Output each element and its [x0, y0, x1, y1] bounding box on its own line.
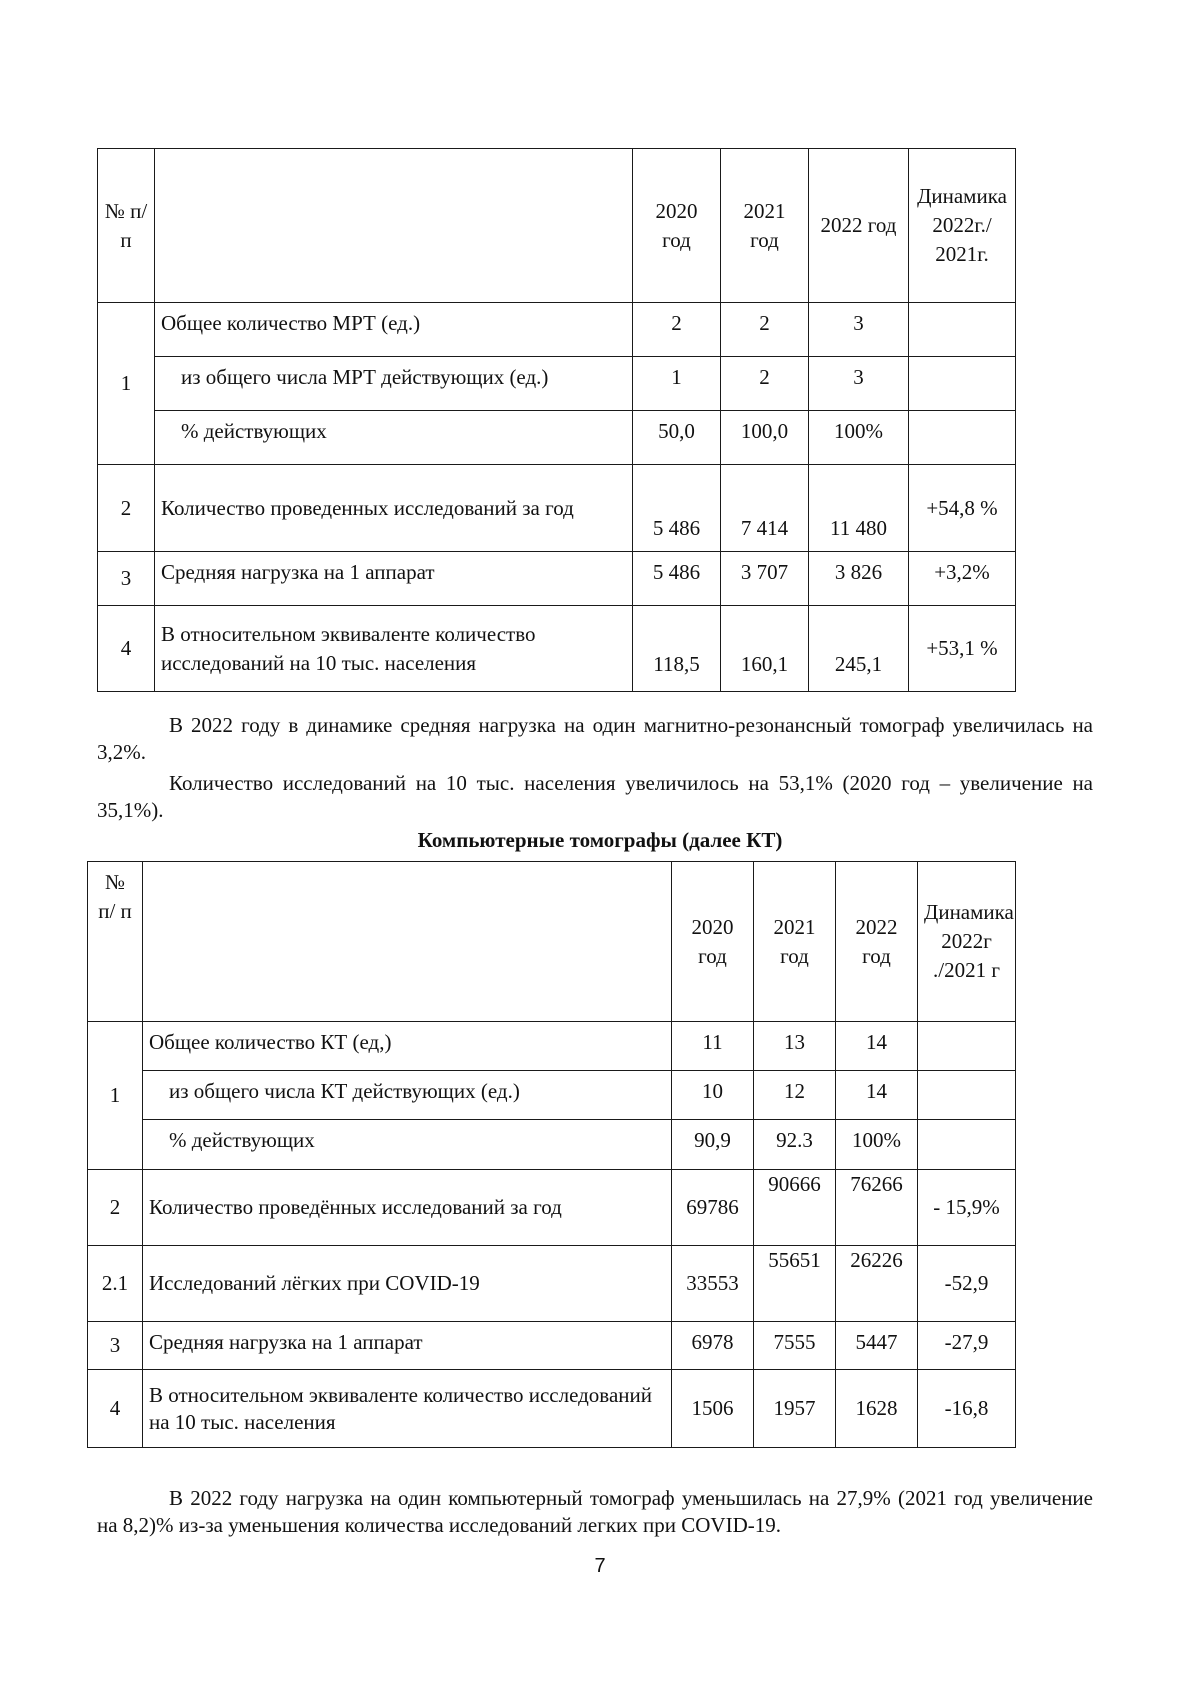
- kt-table: [87, 861, 1016, 1448]
- cell-2021: 55651: [754, 1246, 836, 1322]
- row-num: 1: [88, 1022, 143, 1170]
- header-2022: 2022 год: [836, 862, 918, 1022]
- table-row: [88, 1120, 1016, 1170]
- cell-2020: 5 486: [633, 465, 721, 552]
- row-label: Общее количество МРТ (ед.): [155, 303, 633, 357]
- cell-2022: 76266: [836, 1170, 918, 1246]
- row-label: В относительном эквиваленте количество исследований на 10 тыс. населения: [155, 606, 633, 692]
- cell-2021: 7 414: [721, 465, 809, 552]
- cell-dynamics: [909, 357, 1016, 411]
- cell-2021: 160,1: [721, 606, 809, 692]
- header-2020: 2020 год: [672, 862, 754, 1022]
- cell-2021: 1957: [754, 1370, 836, 1448]
- table-row: [88, 1246, 1016, 1322]
- paragraph-mrt-load: В 2022 году в динамике средняя нагрузка на один магнитно-резонансный томограф увеличилась на 3,2%.: [97, 713, 1093, 764]
- cell-dynamics: [909, 303, 1016, 357]
- cell-2022: 1628: [836, 1370, 918, 1448]
- cell-2020: 6978: [672, 1322, 754, 1370]
- header-2021: 2021 год: [754, 862, 836, 1022]
- cell-dynamics: -27,9: [918, 1322, 1016, 1370]
- mrt-table: [97, 148, 1016, 692]
- cell-2022: 245,1: [809, 606, 909, 692]
- row-label: из общего числа КТ действующих (ед.): [143, 1071, 672, 1120]
- table-row: [98, 411, 1016, 465]
- row-label: Исследований лёгких при COVID-19: [143, 1246, 672, 1322]
- cell-2021: 100,0: [721, 411, 809, 465]
- table-row: [88, 1071, 1016, 1120]
- cell-2022: 26226: [836, 1246, 918, 1322]
- row-num: 4: [98, 606, 155, 692]
- header-2022: 2022 год: [809, 149, 909, 303]
- table-row: [98, 552, 1016, 606]
- cell-2020: 5 486: [633, 552, 721, 606]
- cell-dynamics: -16,8: [918, 1370, 1016, 1448]
- row-label: из общего числа МРТ действующих (ед.): [155, 357, 633, 411]
- paragraph-mrt-studies: Количество исследований на 10 тыс. населения увеличилось на 53,1% (2020 год – увеличение на 35,1%).: [97, 771, 1093, 822]
- cell-2020: 1506: [672, 1370, 754, 1448]
- cell-dynamics: [909, 411, 1016, 465]
- table-row: [88, 1370, 1016, 1448]
- cell-2022: 3: [809, 357, 909, 411]
- cell-dynamics: [918, 1071, 1016, 1120]
- row-num: 1: [98, 303, 155, 465]
- cell-dynamics: - 15,9%: [918, 1170, 1016, 1246]
- header-label: [155, 149, 633, 303]
- table-row: [98, 357, 1016, 411]
- cell-dynamics: +3,2%: [909, 552, 1016, 606]
- header-label: [143, 862, 672, 1022]
- row-label: % действующих: [143, 1120, 672, 1170]
- kt-table-caption: Компьютерные томографы (далее КТ): [417, 828, 783, 852]
- cell-2022: 3 826: [809, 552, 909, 606]
- table-row: [88, 1170, 1016, 1246]
- header-2021: 2021 год: [721, 149, 809, 303]
- cell-2022: 100%: [809, 411, 909, 465]
- cell-dynamics: [918, 1022, 1016, 1071]
- row-label: Средняя нагрузка на 1 аппарат: [155, 552, 633, 606]
- cell-2021: 2: [721, 357, 809, 411]
- row-label: % действующих: [155, 411, 633, 465]
- cell-2020: 118,5: [633, 606, 721, 692]
- row-num: 4: [88, 1370, 143, 1448]
- cell-2020: 11: [672, 1022, 754, 1071]
- cell-2021: 90666: [754, 1170, 836, 1246]
- cell-2020: 2: [633, 303, 721, 357]
- table-row: [98, 606, 1016, 692]
- cell-2022: 14: [836, 1071, 918, 1120]
- header-dynamics: Динамика 2022г./ 2021г.: [909, 149, 1016, 303]
- row-num: 3: [98, 552, 155, 606]
- row-num: 2.1: [88, 1246, 143, 1322]
- table-row: [88, 1022, 1016, 1071]
- table-header-row: [98, 149, 1016, 303]
- row-label: Количество проведенных исследований за год: [155, 465, 633, 552]
- paragraph-kt-load: В 2022 году нагрузка на один компьютерный томограф уменьшилась на 27,9% (2021 год увеличение на 8,2)% из-за уменьшения количества исследований легких при COVID-19.: [97, 1486, 1093, 1537]
- cell-2020: 90,9: [672, 1120, 754, 1170]
- cell-dynamics: -52,9: [918, 1246, 1016, 1322]
- header-num: № п/п: [98, 149, 155, 303]
- row-label: Количество проведённых исследований за год: [143, 1170, 672, 1246]
- table-row: [88, 1322, 1016, 1370]
- table-row: [98, 465, 1016, 552]
- cell-2022: 3: [809, 303, 909, 357]
- cell-2021: 13: [754, 1022, 836, 1071]
- row-num: 3: [88, 1322, 143, 1370]
- cell-2021: 3 707: [721, 552, 809, 606]
- cell-dynamics: +53,1 %: [909, 606, 1016, 692]
- cell-2020: 69786: [672, 1170, 754, 1246]
- cell-2020: 33553: [672, 1246, 754, 1322]
- header-2020: 2020 год: [633, 149, 721, 303]
- cell-2022: 100%: [836, 1120, 918, 1170]
- row-num: 2: [98, 465, 155, 552]
- row-label: В относительном эквиваленте количество исследований на 10 тыс. населения: [143, 1370, 672, 1448]
- cell-dynamics: +54,8 %: [909, 465, 1016, 552]
- cell-2021: 2: [721, 303, 809, 357]
- header-dynamics: Динамика 2022г ./2021 г: [918, 862, 1016, 1022]
- table-header-row: [88, 862, 1016, 1022]
- cell-dynamics: [918, 1120, 1016, 1170]
- cell-2020: 10: [672, 1071, 754, 1120]
- cell-2021: 7555: [754, 1322, 836, 1370]
- table-row: [98, 303, 1016, 357]
- cell-2022: 11 480: [809, 465, 909, 552]
- row-label: Общее количество КТ (ед,): [143, 1022, 672, 1071]
- row-num: 2: [88, 1170, 143, 1246]
- cell-2021: 12: [754, 1071, 836, 1120]
- cell-2021: 92.3: [754, 1120, 836, 1170]
- page-number: 7: [594, 1555, 606, 1577]
- cell-2022: 14: [836, 1022, 918, 1071]
- cell-2020: 50,0: [633, 411, 721, 465]
- cell-2022: 5447: [836, 1322, 918, 1370]
- cell-2020: 1: [633, 357, 721, 411]
- row-label: Средняя нагрузка на 1 аппарат: [143, 1322, 672, 1370]
- header-num: № п/ п: [88, 862, 143, 1022]
